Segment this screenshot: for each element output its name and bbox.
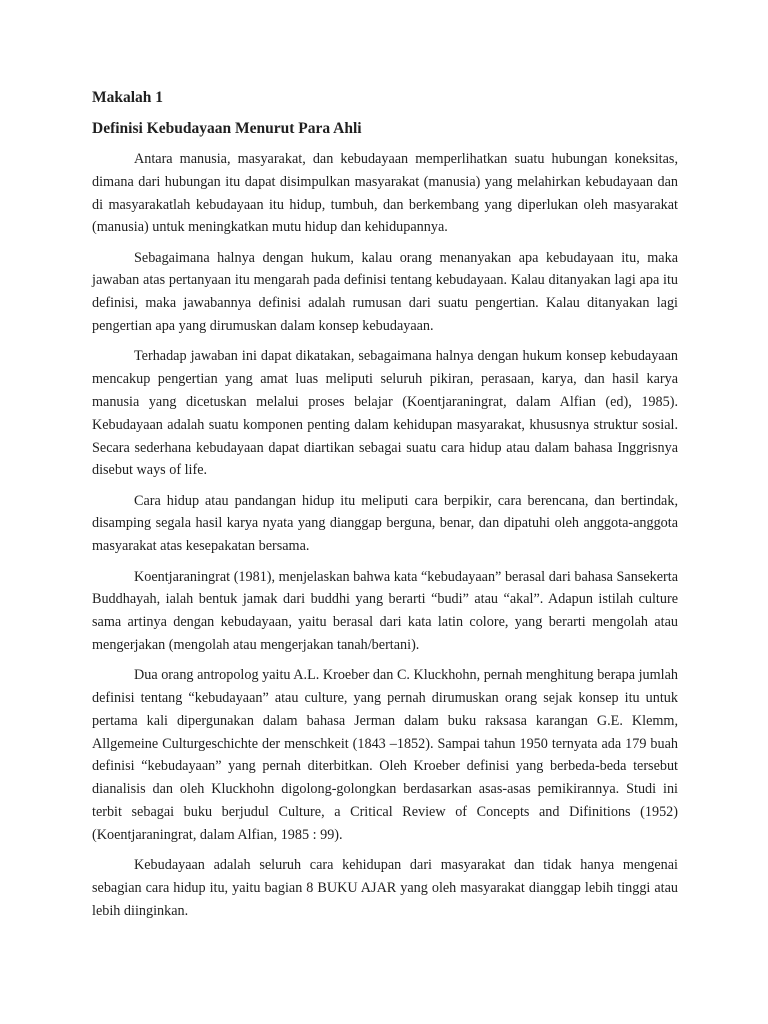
- paragraph: Kebudayaan adalah seluruh cara kehidupan dari masyarakat dan tidak hanya mengenai sebagian cara hidup itu, yaitu bagian 8 BUKU AJAR yang oleh masyarakat dianggap lebih tinggi atau lebih diinginkan.: [92, 857, 678, 919]
- paragraph: Cara hidup atau pandangan hidup itu meliputi cara berpikir, cara berencana, dan bertindak, disamping segala hasil karya nyata yang dianggap berguna, benar, dan dipatuhi oleh anggota-anggota masyarakat atas kesepakatan bersama.: [92, 492, 678, 555]
- document-body: [92, 148, 678, 923]
- paragraph: Antara manusia, masyarakat, dan kebudayaan memperlihatkan suatu hubungan koneksitas, dimana dari hubungan itu dapat disimpulkan masyarakat (manusia) yang melahirkan kebudayaan dan di masyarakatlah kebudayaan itu hidup, tumbuh, dan berkembang yang diperlukan oleh masyarakat (manusia) untuk meningkatkan mutu hidup dan kehidupannya.: [92, 151, 678, 236]
- document-page: [92, 86, 678, 930]
- paragraph: Koentjaraningrat (1981), menjelaskan bahwa kata “kebudayaan” berasal dari bahasa Sansekerta Buddhayah, ialah bentuk jamak dari buddhi yang berarti “budi” atau “akal”. Adapun istilah culture sama artinya dengan kebudayaan, yaitu berasal dari kata latin colore, yang berarti mengolah atau mengerjakan (mengolah atau mengerjakan tanah/bertani).: [92, 568, 678, 653]
- paragraph: Sebagaimana halnya dengan hukum, kalau orang menanyakan apa kebudayaan itu, maka jawaban atas pertanyaan itu mengarah pada definisi tentang kebudayaan. Kalau ditanyakan lagi apa itu definisi, maka jawabannya definisi adalah rumusan dari suatu pengertian. Kalau ditanyakan lagi pengertian apa yang dirumuskan dalam konsep kebudayaan.: [92, 249, 678, 335]
- paragraph: Terhadap jawaban ini dapat dikatakan, sebagaimana halnya dengan hukum konsep kebudayaan mencakup pengertian yang amat luas meliputi seluruh pikiran, perasaan, karya, dan hasil karya manusia yang dicetuskan melalui proses belajar (Koentjaraningrat, dalam Alfian (ed), 1985). Kebudayaan adalah suatu komponen penting dalam kehidupan masyarakat, khususnya struktur sosial. Secara sederhana kebudayaan dapat diartikan sebagai suatu cara hidup atau dalam bahasa Inggrisnya disebut ways of life.: [92, 348, 678, 479]
- paragraph: Dua orang antropolog yaitu A.L. Kroeber dan C. Kluckhohn, pernah menghitung berapa jumlah definisi tentang “kebudayaan” atau culture, yang pernah dirumuskan orang sejak konsep itu untuk pertama kali dipergunakan dalam bahasa Jerman dalam buku raksasa karangan G.E. Klemm, Allgemeine Culturgeschichte der menschkeit (1843 –1852). Sampai tahun 1950 ternyata ada 179 buah definisi “kebudayaan” yang pernah diterbitkan. Oleh Kroeber definisi yang berbeda-beda tersebut dianalisis dan oleh Kluckhohn digolong-golongkan berdasarkan asas-asas pemikirannya. Studi ini terbit sebagai buku berjudul Culture, a Critical Review of Concepts and Difinitions (1952) (Koentjaraningrat, dalam Alfian, 1985 : 99).: [92, 667, 678, 843]
- document-title: Makalah 1: [92, 89, 164, 106]
- document-subtitle: Definisi Kebudayaan Menurut Para Ahli: [92, 120, 362, 137]
